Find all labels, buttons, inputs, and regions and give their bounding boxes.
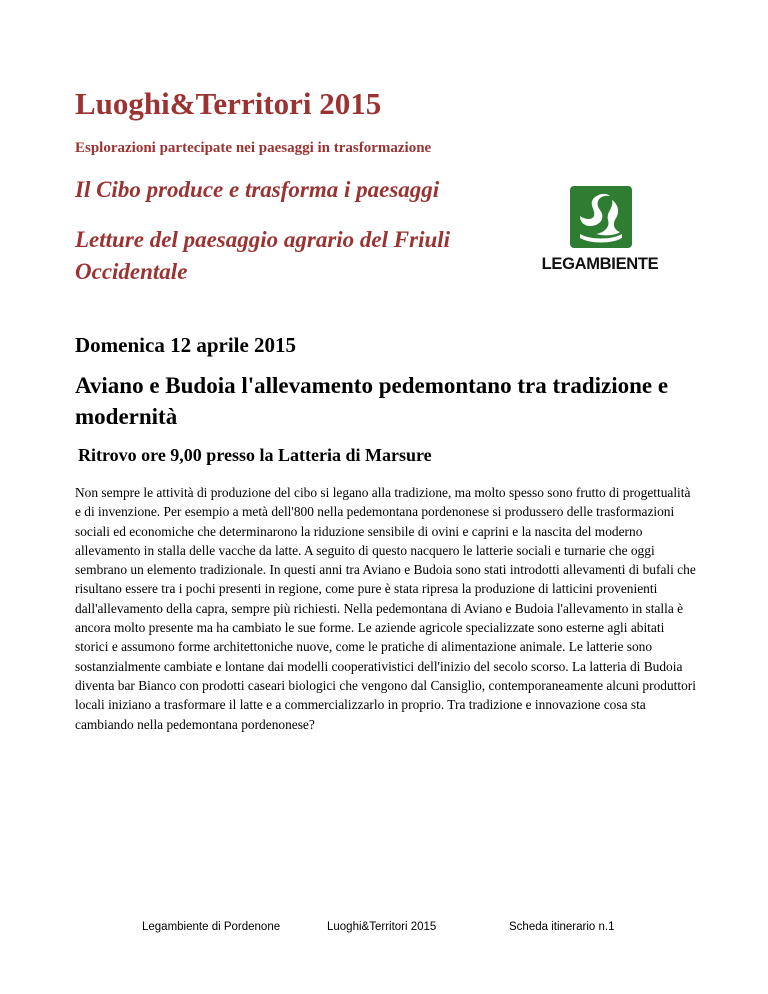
meeting-point: Ritrovo ore 9,00 presso la Latteria di Marsure xyxy=(78,445,432,465)
event-description: Non sempre le attività di produzione del cibo si legano alla tradizione, ma molto spesso sono frutto di progettualità e di invenzione. Per esempio a metà dell'800 nella pedemontana pordenonese si produssero delle trasformazioni sociali ed economiche che determinarono la riduzione sensibile di ovini e caprini e la nascita del moderno allevamento in stalla delle vacche da latte. A seguito di questo nacquero le latterie sociali e turnarie che oggi sembrano un elemento tradizionale. In questi anni tra Aviano e Budoia sono stati introdotti allevamenti di bufali che risultano essere tra i pochi presenti in regione, come pure è stata ripresa la produzione di latticini provenienti dall'allevamento della capra, sempre più richiesti. Nella pedemontana di Aviano e Budoia l'allevamento in stalla è ancora molto presente ma ha cambiato le sue forme. Le aziende agricole specializzate sono esterne agli abitati storici e assumono forme architettoniche nuove, come le pratiche di alimentazione animale. Le latterie sono sostanzialmente cambiate e lontane dai modelli cooperativistici dell'inizio del secolo scorso. La latteria di Budoia diventa bar Bianco con prodotti caseari biologici che vengono dal Cansiglio, contemporaneamente alcuni produttori locali iniziano a trasformare il latte e a commercializzarlo in proprio. Tra tradizione e innovazione cosa sta cambiando nella pedemontana pordenonese? xyxy=(75,485,696,732)
page-subtitle: Esplorazioni partecipate nei paesaggi in trasformazione xyxy=(75,140,432,156)
footer-series: Luoghi&Territori 2015 xyxy=(327,921,437,933)
event-title: Aviano e Budoia l'allevamento pedemontano tra tradizione e modernità xyxy=(75,373,669,429)
footer-sheet-number: Scheda itinerario n.1 xyxy=(509,921,615,933)
heading-theme: Il Cibo produce e trasforma i paesaggi xyxy=(75,177,440,202)
logo-wordmark: LEGAMBIENTE xyxy=(541,255,659,273)
heading-readings: Letture del paesaggio agrario del Friuli Occidentale xyxy=(75,227,451,284)
legambiente-logo xyxy=(520,186,680,276)
footer-organization: Legambiente di Pordenone xyxy=(142,921,281,933)
page-title: Luoghi&Territori 2015 xyxy=(75,86,382,121)
event-date: Domenica 12 aprile 2015 xyxy=(75,333,297,357)
swan-icon xyxy=(570,186,632,248)
